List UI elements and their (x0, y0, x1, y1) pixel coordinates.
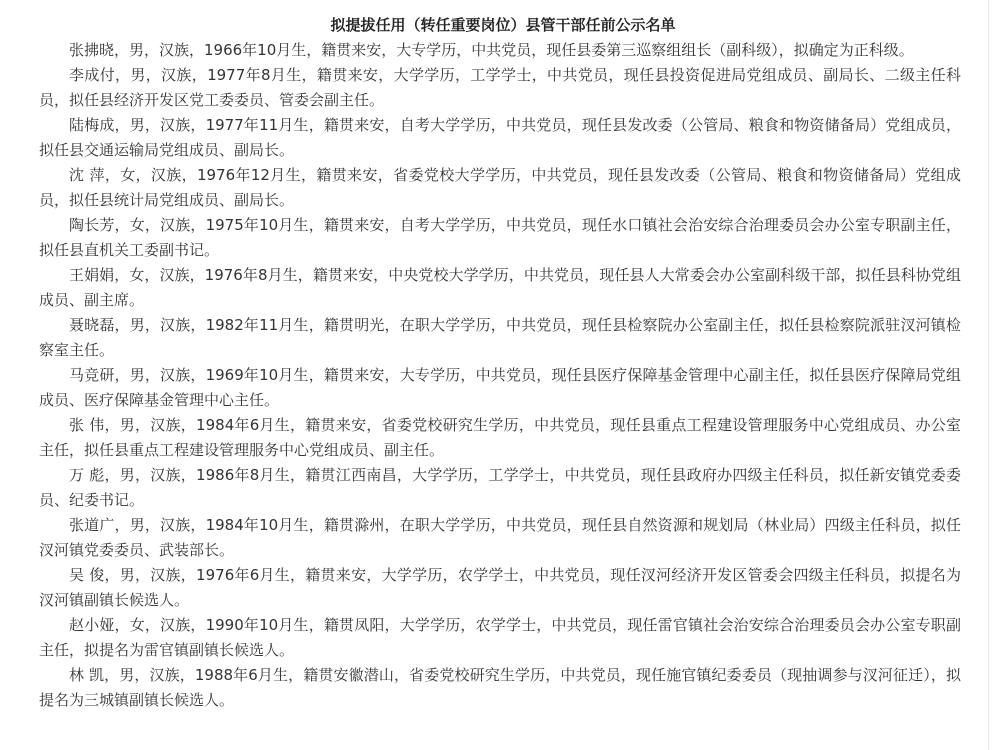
candidate-entry: 王娟娟，女，汉族，1976年8月生，籍贯来安，中央党校大学学历，中共党员，现任县人大常委会办公室副科级干部，拟任县科协党组成员、副主席。 (39, 266, 961, 309)
page-edge-divider (988, 0, 989, 750)
candidate-list (39, 38, 961, 713)
candidate-entry: 吴 俊，男，汉族，1976年6月生，籍贯来安，大学学历，农学学士，中共党员，现任汊河经济开发区管委会四级主任科员，拟提名为汊河镇副镇长候选人。 (39, 566, 961, 609)
candidate-entry: 张拂晓，男，汉族，1966年10月生，籍贯来安，大专学历，中共党员，现任县委第三巡察组组长（副科级），拟确定为正科级。 (69, 41, 914, 59)
candidate-entry: 陶长芳，女，汉族，1975年10月生，籍贯来安，自考大学学历，中共党员，现任水口镇社会治安综合治理委员会办公室专职副主任，拟任县直机关工委副书记。 (39, 216, 961, 259)
candidate-entry: 李成付，男，汉族，1977年8月生，籍贯来安，大学学历，工学学士，中共党员，现任县投资促进局党组成员、副局长、二级主任科员，拟任县经济开发区党工委委员、管委会副主任。 (39, 66, 961, 109)
candidate-entry: 聂晓磊，男，汉族，1982年11月生，籍贯明光，在职大学学历，中共党员，现任县检察院办公室副主任，拟任县检察院派驻汊河镇检察室主任。 (39, 316, 961, 359)
candidate-entry: 陆梅成，男，汉族，1977年11月生，籍贯来安，自考大学学历，中共党员，现任县发改委（公管局、粮食和物资储备局）党组成员，拟任县交通运输局党组成员、副局长。 (39, 116, 961, 159)
document-title: 拟提拔任用（转任重要岗位）县管干部任前公示名单 (330, 16, 676, 34)
candidate-entry: 张 伟，男，汉族，1984年6月生，籍贯来安，省委党校研究生学历，中共党员，现任县重点工程建设管理服务中心党组成员、办公室主任，拟任县重点工程建设管理服务中心党组成员、副主任。 (39, 416, 961, 459)
candidate-entry: 万 彪，男，汉族，1986年8月生，籍贯江西南昌，大学学历，工学学士，中共党员，现任县政府办四级主任科员，拟任新安镇党委委员、纪委书记。 (39, 466, 961, 509)
announcement-document (39, 14, 961, 713)
candidate-entry: 赵小娅，女，汉族，1990年10月生，籍贯凤阳，大学学历，农学学士，中共党员，现任雷官镇社会治安综合治理委员会办公室专职副主任，拟提名为雷官镇副镇长候选人。 (39, 616, 961, 659)
candidate-entry: 马竞研，男，汉族，1969年10月生，籍贯来安，大专学历，中共党员，现任县医疗保障基金管理中心副主任，拟任县医疗保障局党组成员、医疗保障基金管理中心主任。 (39, 366, 961, 409)
candidate-entry: 沈 萍，女，汉族，1976年12月生，籍贯来安，省委党校大学学历，中共党员，现任县发改委（公管局、粮食和物资储备局）党组成员，拟任县统计局党组成员、副局长。 (39, 166, 961, 209)
candidate-entry: 张道广，男，汉族，1984年10月生，籍贯滁州，在职大学学历，中共党员，现任县自然资源和规划局（林业局）四级主任科员，拟任汊河镇党委委员、武装部长。 (39, 516, 961, 559)
candidate-entry: 林 凯，男，汉族，1988年6月生，籍贯安徽潜山，省委党校研究生学历，中共党员，现任施官镇纪委委员（现抽调参与汊河征迁），拟提名为三城镇副镇长候选人。 (39, 666, 961, 709)
